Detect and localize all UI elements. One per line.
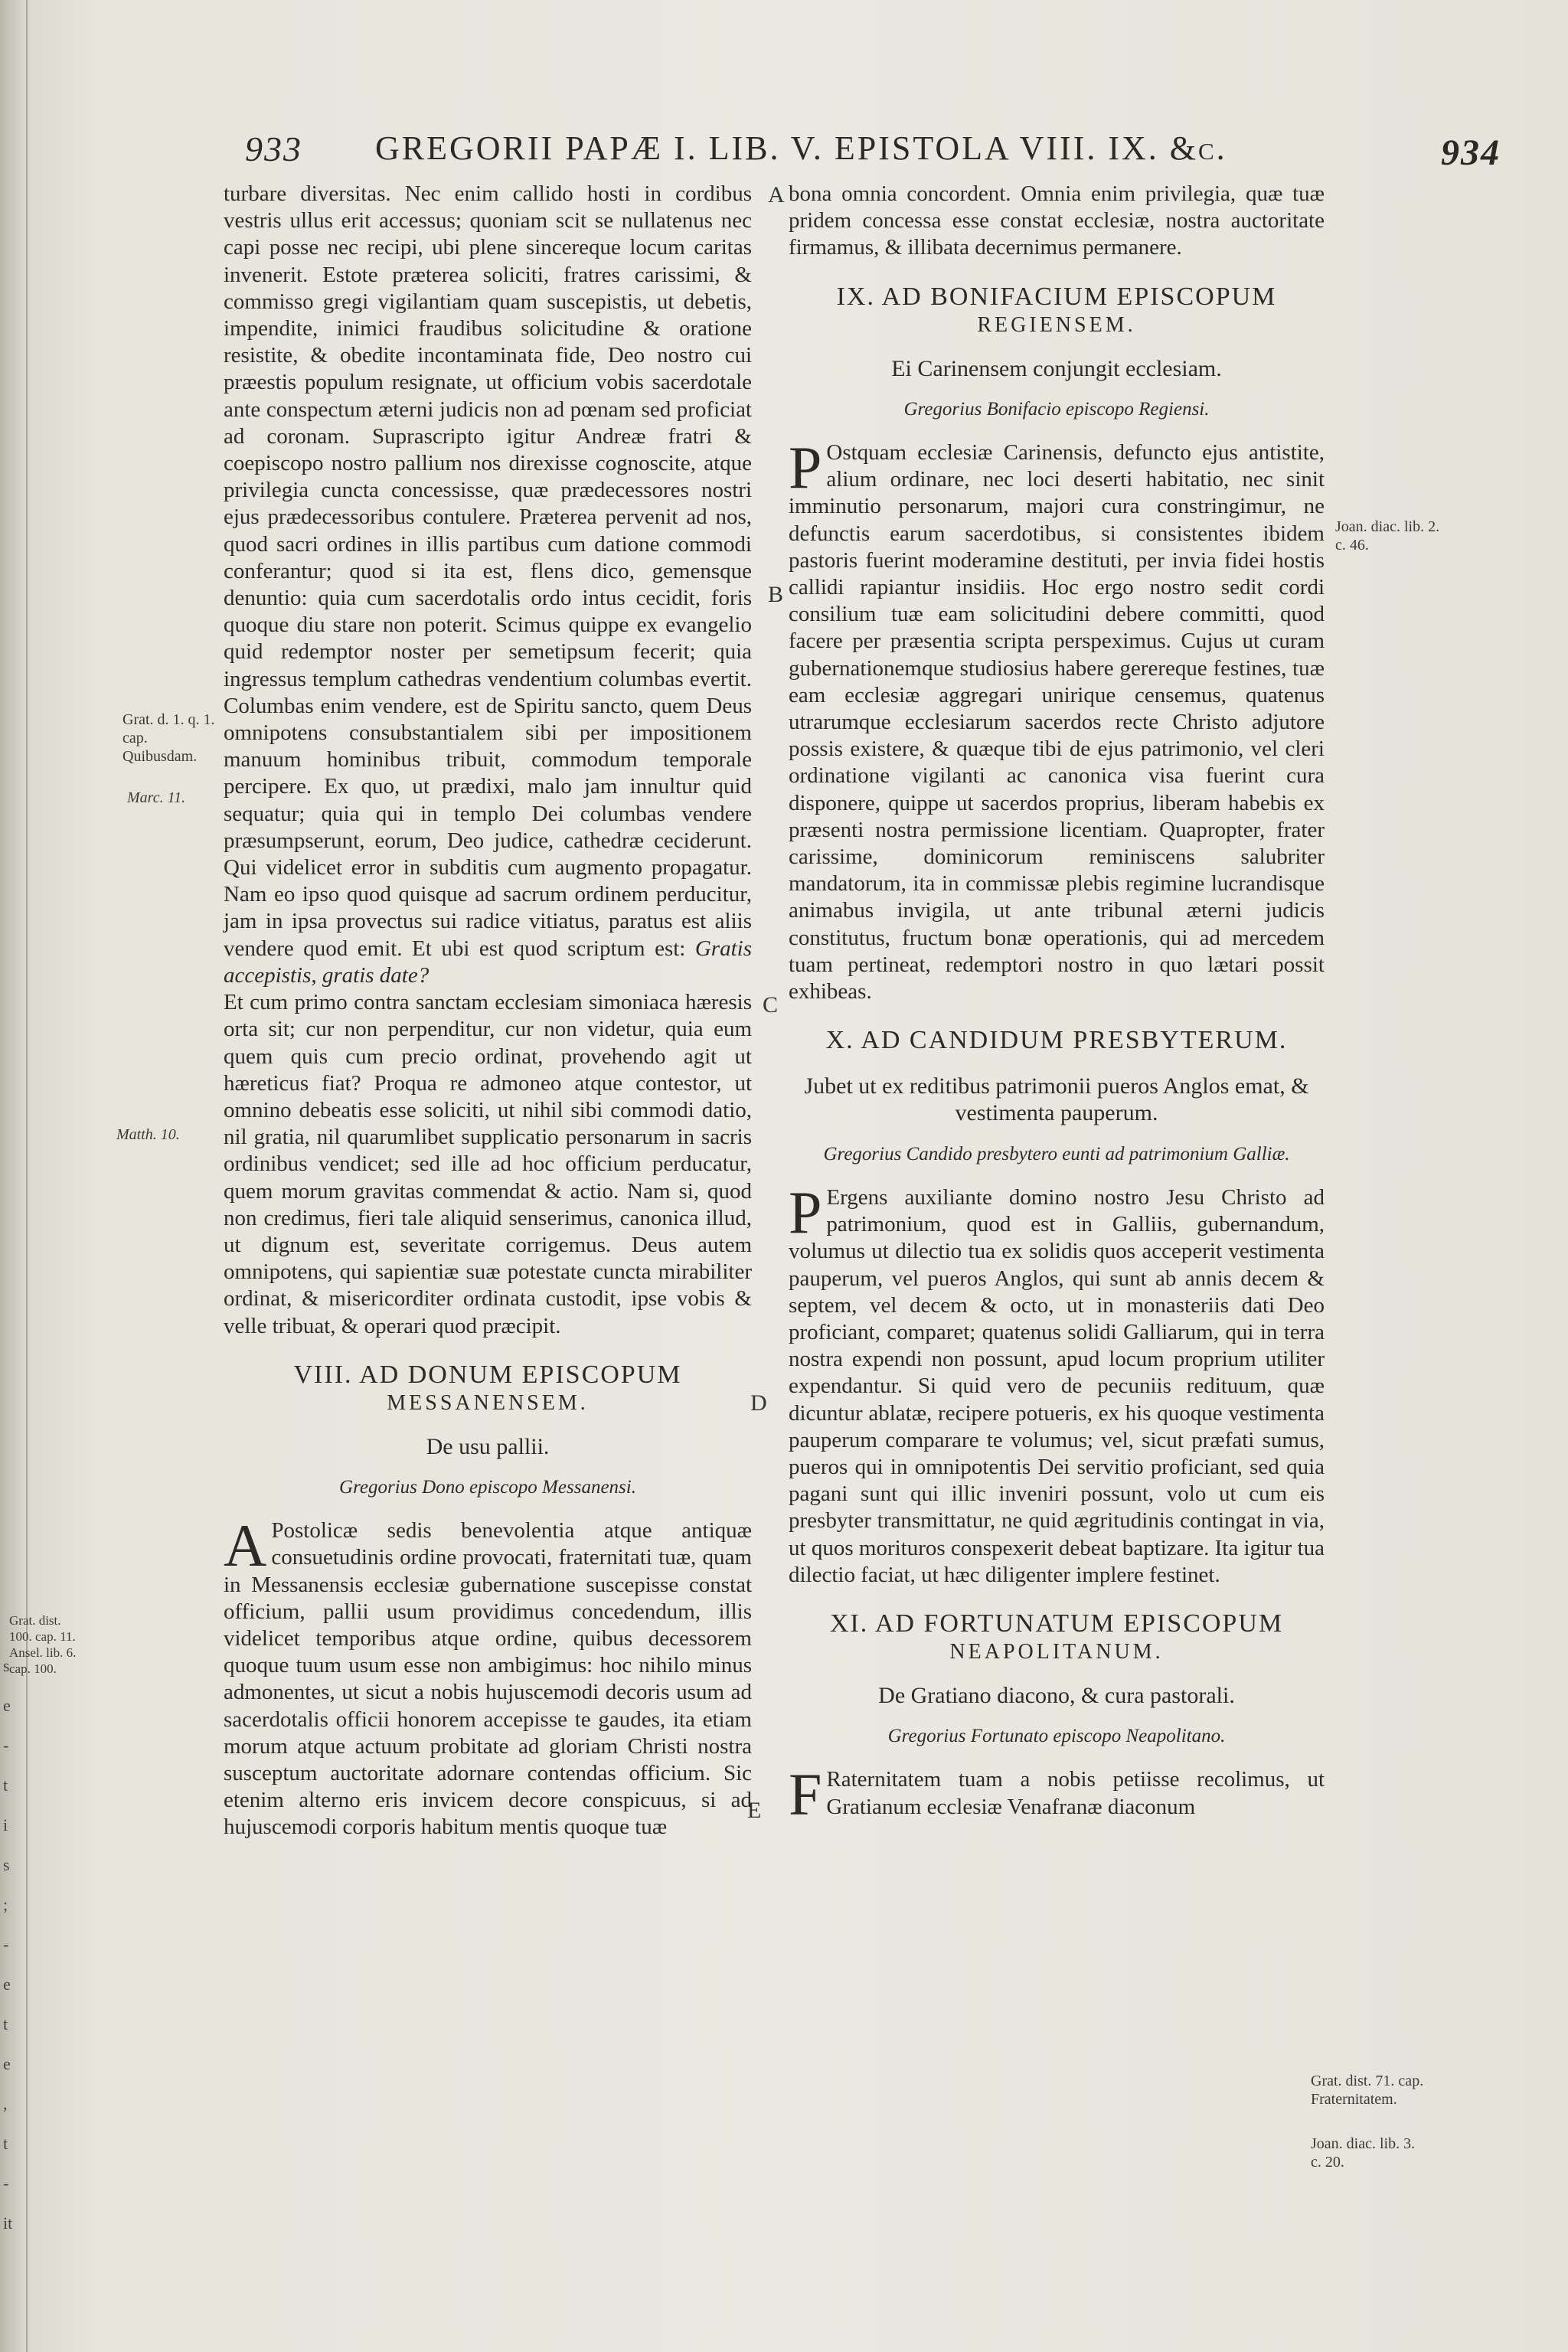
epistle-viii-subtitle: MESSANENSEM. xyxy=(387,1390,589,1415)
epistle-ix-title: IX. AD BONIFACIUM EPISCOPUM xyxy=(836,282,1277,311)
page-number-right: 934 xyxy=(1441,132,1501,173)
margin-note-joan-1: Joan. diac. lib. 2. c. 46. xyxy=(1335,518,1440,554)
edge-fragment: e xyxy=(3,1975,11,1994)
scripture-quote: Gratis accepistis, gratis date? xyxy=(224,936,752,988)
margin-note-gratian-100: Grat. dist. 100. cap. 11. Ansel. lib. 6. cap. 100. xyxy=(9,1613,77,1676)
epistle-xi-salutation: Gregorius Fortunato episcopo Neapolitano. xyxy=(887,1726,1226,1747)
epistle-x-salutation: Gregorius Candido presbytero eunti ad patrimonium Galliæ. xyxy=(823,1143,1290,1165)
drop-cap: P xyxy=(789,1178,822,1246)
right-column xyxy=(789,181,1325,1828)
page-number-left: 933 xyxy=(245,129,302,168)
epistle-vii-text-2: Et cum primo contra sanctam ecclesiam simoniaca hæresis orta sit; cur non perpenditur, cur non videtur, quia eum quem quis cum precio ordinat, provehendo agit ut hæreticus fiat? Proqua re admoneo atque contestor, ut omnino debeatis esse soliciti, ut nihil sibi commodi datio, nil gratia, nil quarumlibet supplicatio personarum in sacris ordinibus vendicet; sed ille ad hoc officium perducatur, quem morum gravitas commendat & actio. Nam si, quod non credimus, fieri tale aliquid senserimus, canonica illud, ut dignum est, severitate corrigemus. Deus autem omnipotens, qui sapientiæ suæ potestate cuncta mirabiliter ordinat, & misericorditer ordinata custodit, ipse vobis & velle tribuat, & operari quod præcipit. xyxy=(224,990,752,1338)
epistle-xi-body xyxy=(789,1761,1325,1828)
epistle-viii-body-text: Postolicæ sedis benevolentia atque antiquæ consuetudinis ordine provocati, fraternitati tuæ, quam in Messanensis ecclesiæ gubernatione suscepisse constat officium, pallii usum providimus concedendum, illis videlicet temporibus atque ordine, quibus decessorem quoque tuum usum esse non ambigimus: hoc nihilo minus admonentes, ut sicut a nobis hujuscemodi decoris usum ad sacerdotalis officii honorem accepisse te gaudes, ita etiam morum atque actuum probitate ad gloriam Christi nostra susceptum auctoritate adornare contendas officium. Sic etenim alterno eris invicem decore conspicuus, si ad hujuscemodi corporis habitum mentis quoque tuæ xyxy=(224,1518,752,1840)
epistle-x-title: X. AD CANDIDUM PRESBYTERUM. xyxy=(825,1026,1288,1055)
epistle-ix-body-text: Ostquam ecclesiæ Carinensis, defuncto ejus antistite, alium ordinare, nec loci deserti habitatio, nec sinit imminutio personarum, majori cura constringimur, ne defunctis earum sacerdotibus, si consistentes ibidem pastoris fuerint moderamine destituti, per invia fidei hostis callidi rapiantur insidiis. Hoc ergo nostro sedit cordi consilium tuæ eam solicitudini debere committi, quod facere per præsentia scripta perspeximus. Cujus ut curam gubernationemque studiosius habere gerereque festines, tuæ eam ecclesiæ aggregari unirique censemus, quatenus utrarumque ecclesiarum sacerdos recte Christo adjutore possis existere, & quæque tibi de ejus patrimonio, vel cleri ordinatione vigilanti ac canonica visa fuerint cura disponere, quippe ut sacerdos proprius, liberam habebis ex præsenti nostra permissione licentiam. Quapropter, frater carissime, dominicorum reminiscens salubriter mandatorum, ita in commissæ plebis regimine lucrandisque animabus invigila, ut ante tribunal æterni judicis constitutus, fructum bonæ operationis, qui ad mercedem tuam pertineat, redemptori nostro in quo lætari possit exhibeas. xyxy=(789,440,1325,1004)
section-letter-b: B xyxy=(768,582,784,607)
epistle-xi-title: XI. AD FORTUNATUM EPISCOPUM xyxy=(829,1609,1284,1638)
epistle-ix-salutation: Gregorius Bonifacio episcopo Regiensi. xyxy=(903,398,1210,420)
edge-fragment: s xyxy=(3,1656,10,1675)
epistle-xi-heading xyxy=(789,1609,1325,1665)
epistle-x-body-text: Ergens auxiliante domino nostro Jesu Christo ad patrimonium, quod est in Galliis, gubernandum, volumus ut dilectio tua ex solidis quos acceperit vestimenta pauperum, vel pueros Anglos, qui sunt ab annis decem & septem, vel decem & octo, ut in monasteriis dati Deo proficiant, comparet; quatenus solidi Galliarum, qui in terra nostra expendi non possunt, apud locum proprium utiliter expendantur. Si quid vero de pecuniis redituum, quæ dicuntur ablatæ, recipere potueris, ex his quoque vestimenta pauperum comparare te volumus; vel, sicut præfati sumus, pueros qui in omnipotentis Dei servitio proficiant, sed quia pagani sunt qui illic inveniri possunt, volo ut cum eis presbyter transmittatur, ne quid ægritudinis contingat in via, ut quos morituros conspexerit debeat baptizare. Ita igitur tua dilectio faciat, ut hæc diligenter implere festinet. xyxy=(789,1184,1325,1587)
drop-cap: A xyxy=(224,1512,267,1579)
edge-fragment: t xyxy=(3,2014,8,2034)
epistle-xi-subtitle: NEAPOLITANUM. xyxy=(949,1639,1164,1664)
epistle-viii-body xyxy=(224,1512,752,1841)
margin-note-mark: Marc. 11. xyxy=(127,789,186,806)
drop-cap: P xyxy=(789,434,822,501)
epistle-viii-salutation: Gregorius Dono episcopo Messanensi. xyxy=(339,1476,636,1498)
epistle-viii-conclusion: bona omnia concordent. Omnia enim privilegia, quæ tuæ pridem concessa esse constat ecclesiæ, nostra auctoritate firmamus, & illibata decernimus permanere. xyxy=(789,181,1325,260)
epistle-ix-subtitle: REGIENSEM. xyxy=(977,312,1136,337)
epistle-vii-body: turbare diversitas. Nec enim callido hosti in cordibus vestris ullus erit accessus; quoniam scit se nullatenus nec capi posse nec recipi, ubi plene sincereque locum caritas invenerit. Estote præterea soliciti, fratres carissimi, & commisso gregi vigilantiam quam suscepistis, ut debetis, impendite, inimici fraudibus solicitudine & oratione resistite, & obedite incontaminata fide, Deo nostro cui præestis populum resignate, ut officium vobis sacerdotale ante conspectum æterni judicis non ad pœnam sed proficiat ad coronam. Suprascripto igitur Andreæ fratri & coepiscopo nostro pallium nos direxisse cognoscite, atque privilegia cuncta concessisse, quæ prædecessores nostri ejus prædecessoribus contulere. Præterea pervenit ad nos, quod sacri ordines in illis partibus cum datione commodi conferantur; quod si ita est, flens dico, gemensque denuntio: quia cum sacerdotalis ordo intus cecidit, foris quoque diu stare non poterit. Scimus quippe ex evangelio quid redemptor noster per semetipsum fecerit; quia ingressus templum cathedras vendentium columbas evertit. Columbas enim vendere, est de Spiritu sancto, quem Deus omnipotens consubstantialem sibi per impositionem manuum hominibus tribuit, commodum temporale percipere. Ex quo, ut prædixi, malo jam innultur quid sequatur; quia qui in templo Dei columbas vendere præsumpserunt, eorum, Deo judice, cathedræ ceciderunt. Qui videlicet error in subditis cum augmento propagatur. Nam eo ipso quod quisque ad sacrum ordinem perducitur, jam in ipsa provectus sui radice vitiatus, paratus est aliis vendere quod emit. Et ubi est quod scriptum est: xyxy=(224,181,752,961)
epistle-vii-text xyxy=(224,181,752,989)
section-letter-a: A xyxy=(768,182,785,207)
epistle-ix-heading xyxy=(789,282,1325,338)
edge-fragment: it xyxy=(3,2213,13,2233)
edge-fragment: - xyxy=(3,2174,9,2193)
edge-fragment: - xyxy=(3,1935,9,1954)
epistle-x-body xyxy=(789,1178,1325,1589)
epistle-x-summary: Jubet ut ex reditibus patrimonii pueros Anglos emat, & vestimenta pauperum. xyxy=(804,1073,1309,1126)
margin-note-gratian-1: Grat. d. 1. q. 1. cap. Quibusdam. xyxy=(122,711,215,765)
epistle-viii-title: VIII. AD DONUM EPISCOPUM xyxy=(293,1360,682,1389)
epistle-ix-summary: Ei Carinensem conjungit ecclesiam. xyxy=(891,355,1222,381)
edge-fragment: t xyxy=(3,1775,8,1795)
edge-fragment: - xyxy=(3,1736,9,1755)
margin-note-joan-2: Joan. diac. lib. 3. c. 20. xyxy=(1311,2135,1416,2171)
edge-fragment: i xyxy=(3,1815,8,1834)
epistle-x-heading xyxy=(789,1025,1325,1056)
epistle-xi-summary: De Gratiano diacono, & cura pastorali. xyxy=(878,1682,1235,1708)
edge-fragment: s xyxy=(3,1855,10,1874)
running-title: GREGORII PAPÆ I. LIB. V. EPISTOLA VIII. IX. &c. xyxy=(375,129,1227,167)
left-column xyxy=(224,181,752,1841)
edge-fragment: , xyxy=(3,2094,8,2113)
facing-page-edge-fragments xyxy=(3,1646,21,2243)
edge-fragment: t xyxy=(3,2134,8,2153)
section-letter-d: D xyxy=(750,1390,767,1416)
edge-fragment: ; xyxy=(3,1895,8,1914)
section-letter-e: E xyxy=(747,1798,762,1823)
epistle-viii-heading xyxy=(224,1360,752,1416)
edge-fragment: e xyxy=(3,1696,11,1715)
epistle-ix-body xyxy=(789,434,1325,1005)
running-header xyxy=(245,124,1501,178)
edge-fragment: e xyxy=(3,2054,11,2073)
epistle-viii-summary: De usu pallii. xyxy=(426,1433,550,1459)
drop-cap: F xyxy=(789,1761,822,1828)
margin-note-gratian-71: Grat. dist. 71. cap. Fraternitatem. xyxy=(1311,2073,1424,2108)
section-letter-c: C xyxy=(763,992,779,1018)
epistle-xi-body-text: Raternitatem tuam a nobis petiisse recolimus, ut Gratianum ecclesiæ Venafranæ diaconum xyxy=(826,1767,1325,1819)
margin-note-matthew: Matth. 10. xyxy=(116,1126,180,1143)
